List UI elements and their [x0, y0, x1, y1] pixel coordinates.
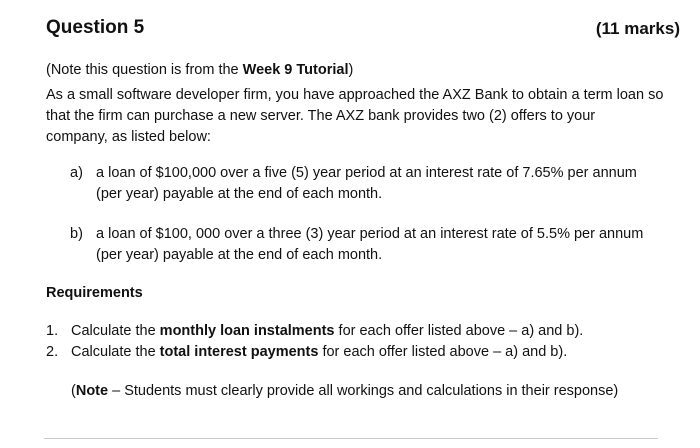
offer-a-text	[96, 163, 637, 205]
source-note-prefix: (Note this question is from the	[46, 62, 243, 78]
marks-label: (11 marks)	[595, 19, 680, 38]
workings-note-text: – Students must clearly provide all workings and calculations in their response)	[108, 383, 619, 399]
intro-line-3: company, as listed below:	[46, 129, 211, 145]
intro-line-2: that the firm can purchase a new server. The AXZ bank provides two (2) offers to your	[46, 108, 596, 124]
source-note-suffix: )	[348, 62, 354, 78]
intro-paragraph	[46, 85, 663, 148]
workings-note	[71, 381, 618, 402]
source-note-bold: Week 9 Tutorial	[242, 62, 349, 78]
requirement-1-number: 1.	[46, 323, 59, 339]
offer-b-line-2: (per year) payable at the end of each month.	[96, 247, 383, 263]
offer-a-line-1: a loan of $100,000 over a five (5) year period at an interest rate of 7.65% per annum	[96, 165, 637, 181]
workings-note-open: (	[71, 383, 76, 399]
question-title: Question 5	[46, 17, 145, 38]
requirement-1-bold: monthly loan instalments	[159, 323, 335, 339]
requirement-2-prefix: Calculate the	[71, 344, 160, 360]
offer-b-label: b)	[70, 226, 83, 242]
offer-a-line-2: (per year) payable at the end of each month.	[96, 186, 383, 202]
requirements-heading: Requirements	[46, 285, 143, 301]
requirement-2-bold: total interest payments	[159, 344, 319, 360]
requirement-item-2	[46, 342, 567, 363]
offer-b-line-1: a loan of $100, 000 over a three (3) year period at an interest rate of 5.5% per annum	[96, 226, 644, 242]
bottom-divider	[44, 438, 658, 439]
requirement-1-prefix: Calculate the	[71, 323, 160, 339]
offer-a-label: a)	[70, 165, 83, 181]
requirement-2-number: 2.	[46, 344, 59, 360]
workings-note-bold: Note	[75, 383, 109, 399]
source-note	[46, 60, 353, 81]
intro-line-1: As a small software developer firm, you have approached the AXZ Bank to obtain a term loan so	[46, 87, 664, 103]
requirement-2-suffix: for each offer listed above – a) and b).	[318, 344, 568, 360]
requirement-item-1	[46, 321, 583, 342]
requirement-1-suffix: for each offer listed above – a) and b).	[334, 323, 584, 339]
offer-b-text	[96, 224, 643, 266]
